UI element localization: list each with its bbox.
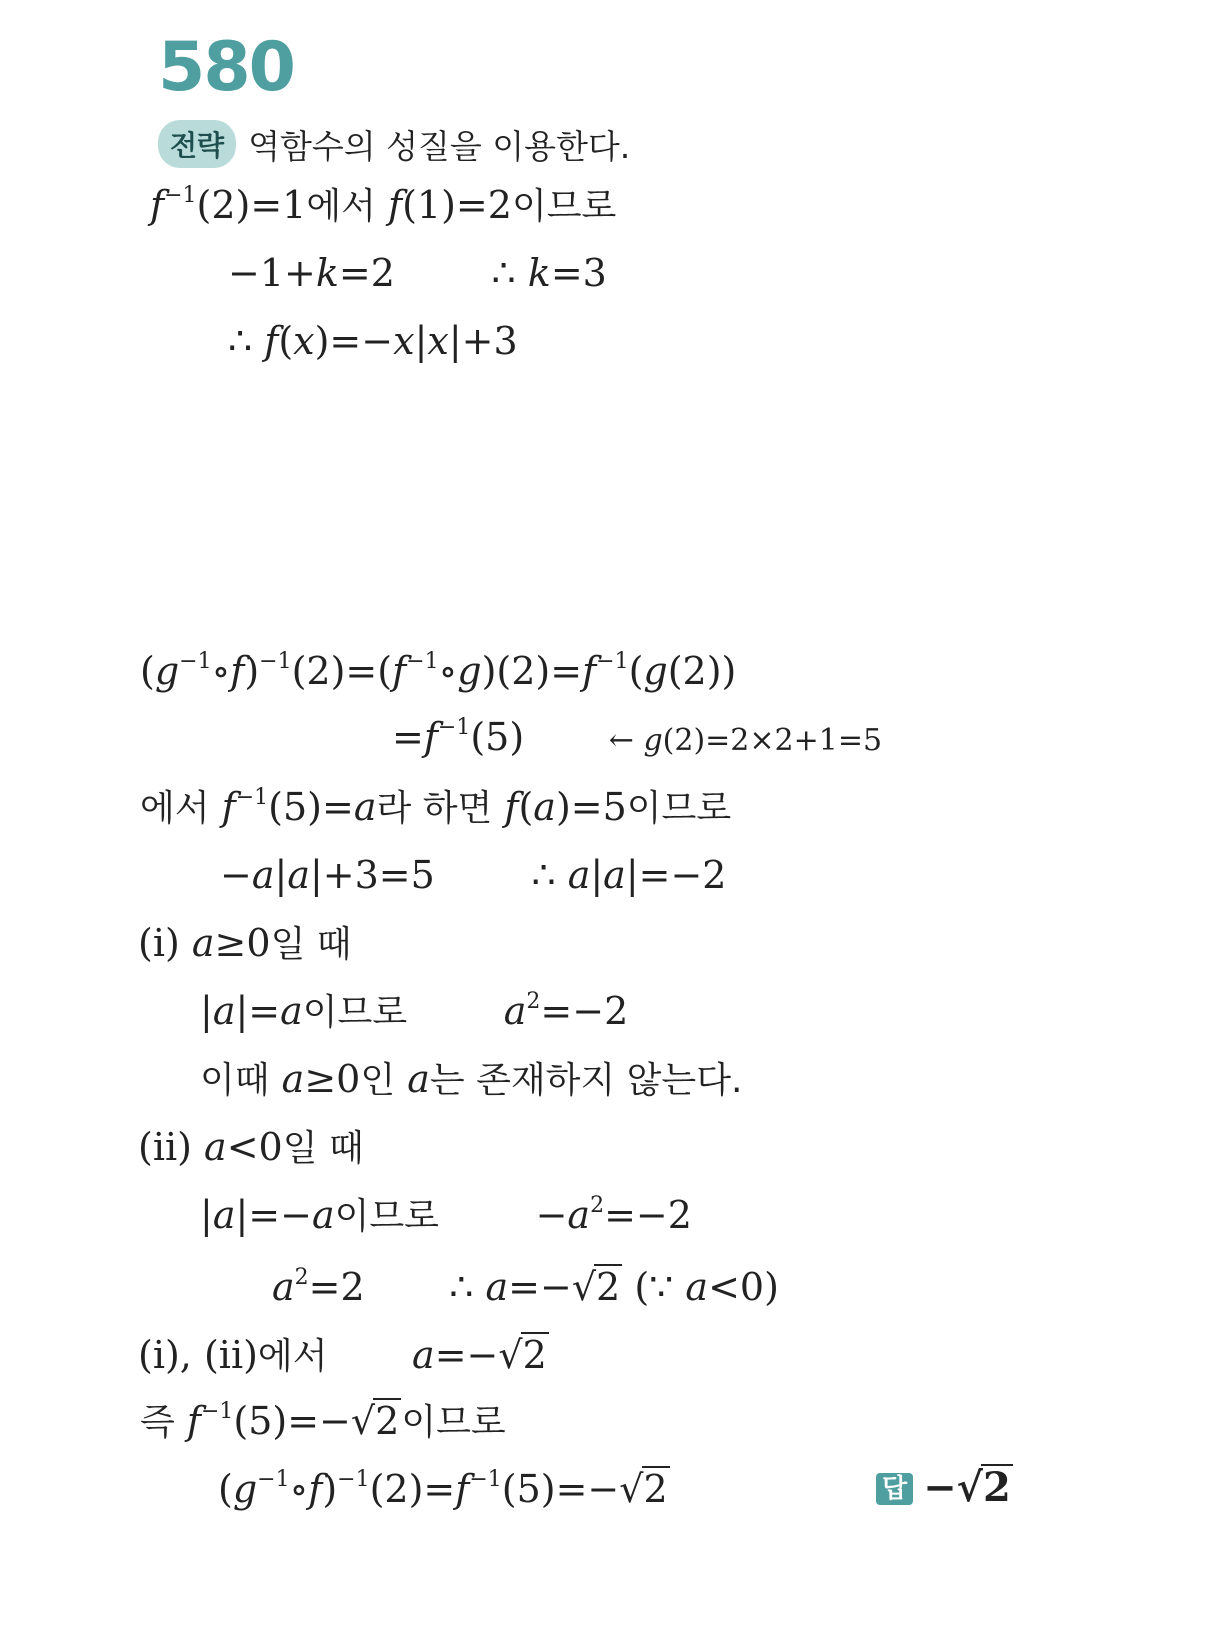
answer-row	[876, 1464, 1013, 1511]
korean-text: 일 때	[282, 1128, 364, 1169]
equation-line-5: $=f^{-1}(5)$ ← g(2)=2×2+1=5	[392, 715, 883, 759]
answer-badge: 답	[876, 1473, 913, 1505]
equation-line-7: −a|a|+3=5 ∴ a|a|=−2	[220, 853, 727, 897]
answer-value: −√2	[923, 1464, 1011, 1511]
strategy-row	[158, 120, 630, 168]
korean-text: 에서	[257, 1336, 328, 1377]
korean-text: 에서	[140, 788, 210, 829]
korean-text: 는 존재하지 않는다.	[429, 1060, 743, 1101]
korean-text: 라 하면	[376, 788, 493, 829]
equation-line-1: $f^{-1}(2)=1$에서 f(1)=2이므로	[150, 183, 617, 227]
equation-line-4: $(g^{-1}\circ f)^{-1}(2)=(f^{-1}\circ g)(2)=f^{-1}(g(2))$	[140, 649, 737, 693]
equation-line-12: (i), (ii)에서 a=−√2	[138, 1333, 547, 1377]
korean-text: 이므로	[302, 992, 408, 1033]
korean-text: 이때	[200, 1060, 270, 1101]
equation-line-2: −1+k=2 ∴ k=3	[228, 251, 607, 295]
equation-line-13: 즉 $f^{-1}(5)=-√2$이므로	[140, 1399, 506, 1443]
korean-text: 이므로	[511, 186, 617, 227]
equation-line-11: $a^2=2$ ∴ a=−√2 (∵ a<0)	[272, 1265, 779, 1309]
case-1-heading: (i) a≥0일 때	[138, 921, 352, 965]
korean-text: 인	[360, 1060, 396, 1101]
korean-text: 에서	[306, 186, 376, 227]
strategy-badge: 전략	[158, 120, 236, 168]
equation-line-8: |a|=a이므로 $a^2=-2$	[200, 989, 629, 1033]
problem-number: 580	[158, 28, 294, 107]
case-2-heading: (ii) a<0일 때	[138, 1125, 364, 1169]
korean-text: 즉	[140, 1402, 175, 1443]
strategy-text: 역함수의 성질을 이용한다.	[248, 126, 631, 166]
equation-line-9: 이때 a≥0인 a는 존재하지 않는다.	[200, 1057, 743, 1101]
equation-line-10: |a|=−a이므로 $-a^2=-2$	[200, 1193, 692, 1237]
equation-line-3: ∴ f(x)=−x|x|+3	[228, 319, 518, 363]
korean-text: 이므로	[401, 1402, 506, 1443]
korean-text: 일 때	[270, 924, 352, 965]
equation-line-6: 에서 $f^{-1}(5)=a$라 하면 f(a)=5이므로	[140, 785, 732, 829]
equation-line-14: $(g^{-1}\circ f)^{-1}(2)=f^{-1}(5)=-√2$	[218, 1467, 668, 1511]
korean-text: 이므로	[334, 1196, 439, 1237]
korean-text: 이므로	[626, 788, 732, 829]
